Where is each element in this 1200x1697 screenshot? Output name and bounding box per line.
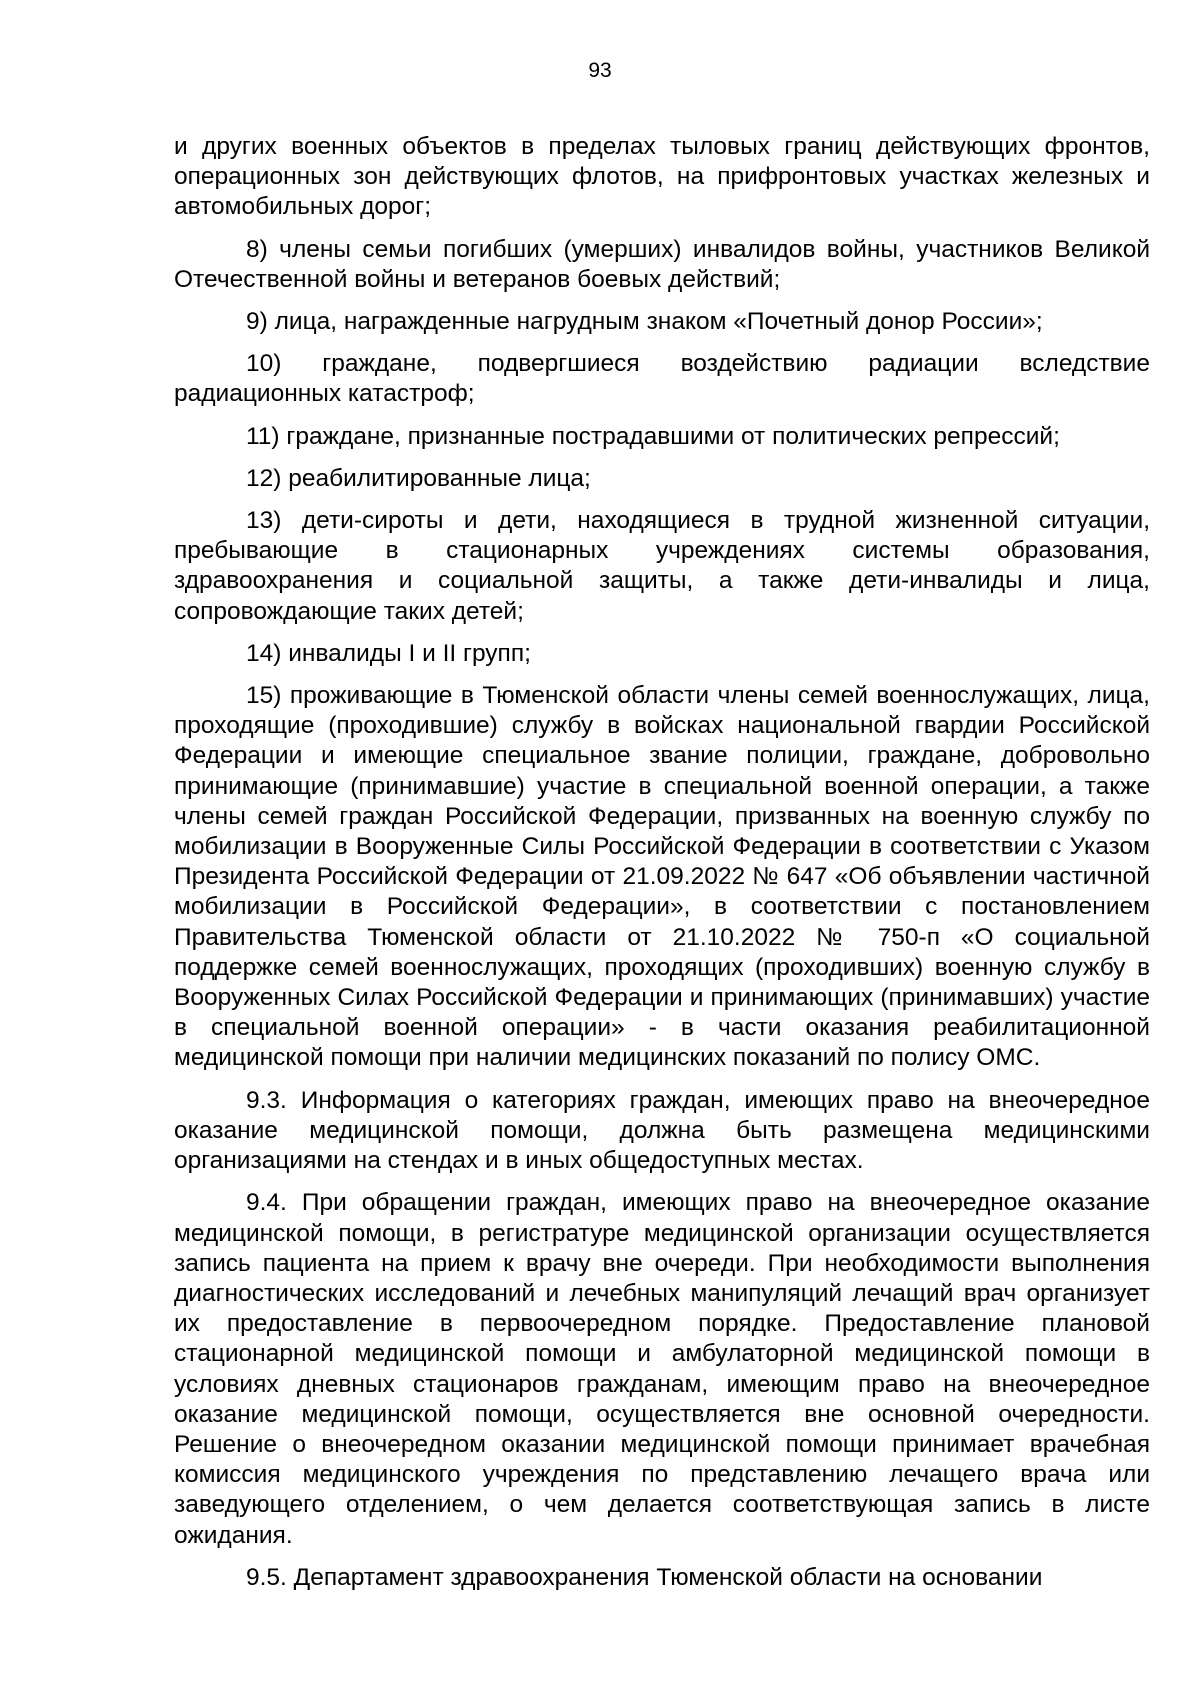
paragraph-item-15: 15) проживающие в Тюменской области члены семей военнослужащих, лица, проходящие (проходившие) службу в войсках национальной гвардии Российской Федерации и имеющие специальное звание полиции, граждане, добровольно принимающие (принимавшие) участие в специальной военной операции, а также члены семей граждан Российской Федерации, призванных на военную службу по мобилизации в Вооруженные Силы Российской Федерации в соответствии с Указом Президента Российской Федерации от 21.09.2022 № 647 «Об объявлении частичной мобилизации в Российской Федерации», в соответствии с постановлением Правительства Тюменской области от 21.10.2022 № 750-п «О социальной поддержке семей военнослужащих, проходящих (проходивших) военную службу в Вооруженных Силах Российской Федерации и принимающих (принимавших) участие в специальной военной операции» - в части оказания реабилитационной медицинской помощи при наличии медицинских показаний по полису ОМС. [174,682,1150,1072]
paragraph-section-9-5: 9.5. Департамент здравоохранения Тюменской области на основании [246,1563,1043,1591]
paragraph-item-8: 8) члены семьи погибших (умерших) инвалидов войны, участников Великой Отечественной войны и ветеранов боевых действий; [174,235,1150,293]
paragraph-section-9-4: 9.4. При обращении граждан, имеющих право на внеочередное оказание медицинской помощи, в регистратуре медицинской организации осуществляется запись пациента на прием к врачу вне очереди. При необходимости выполнения диагностических исследований и лечебных манипуляций лечащий врач организует их предоставление в первоочередном порядке. Предоставление плановой стационарной медицинской помощи и амбулаторной медицинской помощи в условиях дневных стационаров гражданам, имеющим право на внеочередное оказание медицинской помощи, осуществляется вне основной очередности. Решение о внеочередном оказании медицинской помощи принимает врачебная комиссия медицинского учреждения по представлению лечащего врача или заведующего отделением, о чем делается соответствующая запись в листе ожидания. [174,1189,1150,1549]
paragraph-item-10: 10) граждане, подвергшиеся воздействию радиации вследствие радиационных катастроф; [174,350,1150,408]
paragraph-section-9-3: 9.3. Информация о категориях граждан, имеющих право на внеочередное оказание медицинской помощи, должна быть размещена медицинскими организациями на стендах и в иных общедоступных местах. [174,1086,1150,1175]
paragraph-item-11: 11) граждане, признанные пострадавшими от политических репрессий; [246,422,1060,450]
paragraph-item-9: 9) лица, награжденные нагрудным знаком «Почетный донор России»; [246,308,1043,336]
paragraph-continuation: и других военных объектов в пределах тыловых границ действующих фронтов, операционных зон действующих флотов, на прифронтовых участках железных и автомобильных дорог; [174,133,1150,221]
paragraph-item-14: 14) инвалиды I и II групп; [246,639,531,667]
paragraph-item-13: 13) дети-сироты и дети, находящиеся в трудной жизненной ситуации, пребывающие в стационарных учреждениях системы образования, здравоохранения и социальной защиты, а также дети-инвалиды и лица, сопровождающие таких детей; [174,507,1150,625]
document-body [174,132,1150,1593]
page-number: 93 [588,59,612,82]
paragraph-item-12: 12) реабилитированные лица; [246,464,591,492]
